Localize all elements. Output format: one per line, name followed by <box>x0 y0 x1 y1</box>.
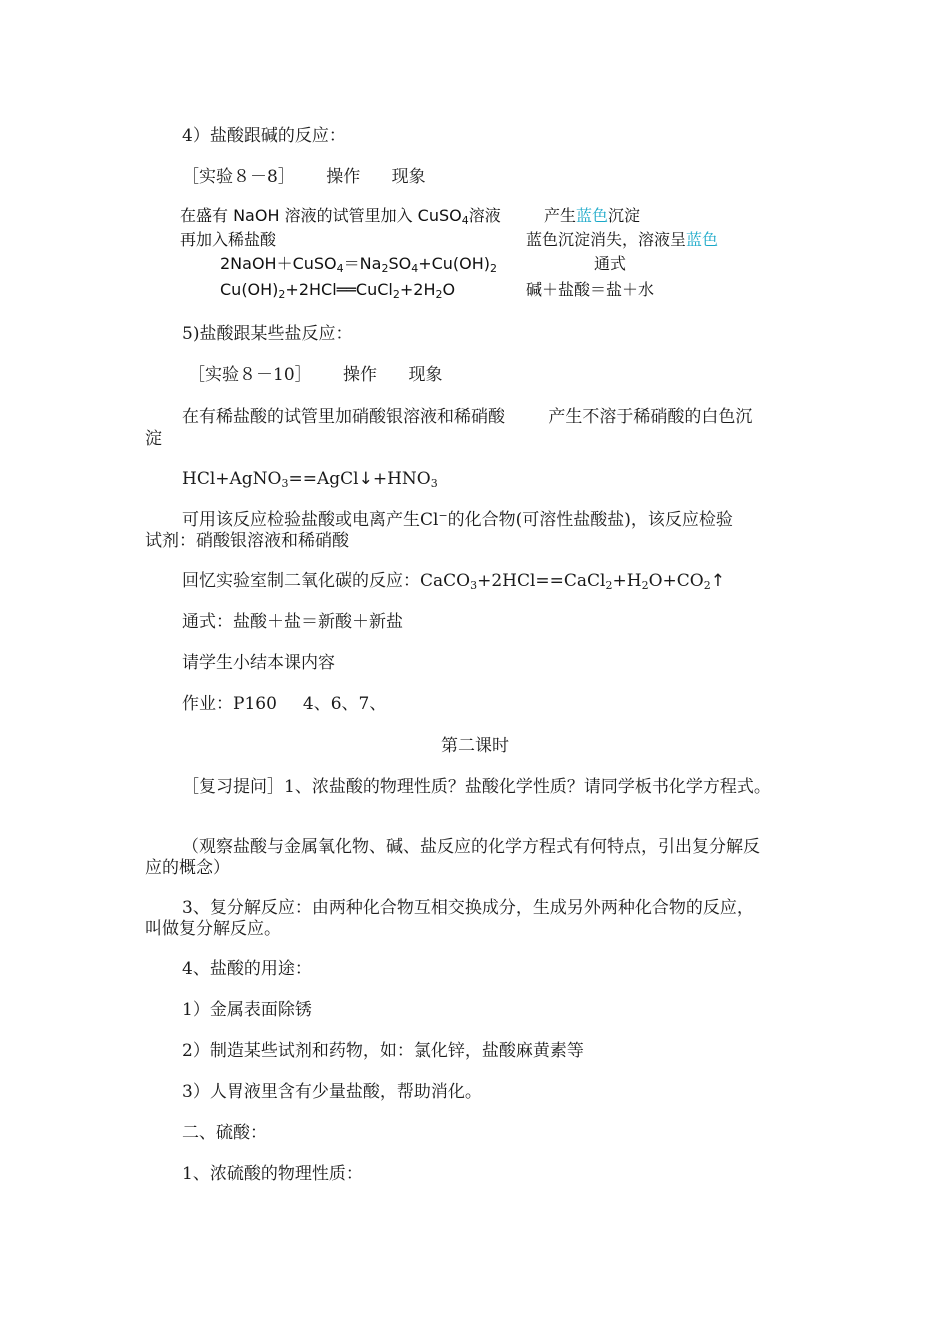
test-method-line-2: 试剂：硝酸银溶液和稀硝酸 <box>145 531 349 551</box>
section-salt-reaction: 5)盐酸跟某些盐反应： <box>182 324 353 344</box>
operation-label: 操作 <box>343 365 378 385</box>
figure-row-1-operation: 在盛有 NaOH 溶液的试管里加入 CuSO$_4$溶液 <box>180 206 501 227</box>
figure-general-label: 通式 <box>594 254 627 273</box>
sulfuric-acid-heading: 二、硫酸： <box>182 1123 267 1143</box>
homework-line: 作业：P160 4、6、7、 <box>182 694 387 714</box>
hcl-uses-heading: 4、盐酸的用途： <box>182 959 312 979</box>
figure-row-2-phenomenon: 蓝色沉淀消失，溶液呈蓝色 <box>526 230 719 249</box>
use-item-1: 1）金属表面除锈 <box>182 1000 312 1020</box>
experiment-label: ［实验８－10］ <box>188 365 312 385</box>
experiment-8-8-header <box>182 166 426 188</box>
equation-naoh-cuso4: $2NaOH+CuSO_4=Na_2SO_4+Cu(OH)_2$ <box>220 254 498 275</box>
double-decomposition-line-1: 3、复分解反应：由两种化合物互相交换成分，生成另外两种化合物的反应， <box>182 898 754 918</box>
equation-cuoh2-hcl: $Cu(OH)_2+2HCl══CuCl_2+2H_2O$ <box>220 280 456 301</box>
review-question: ［复习提问］1、浓盐酸的物理性质？盐酸化学性质？请同学板书化学方程式。 <box>182 777 771 797</box>
general-formula-salt: 通式：盐酸＋盐＝新酸＋新盐 <box>182 612 403 632</box>
figure-row-2-operation: 再加入稀盐酸 <box>180 230 277 249</box>
observation-line-1: （观察盐酸与金属氧化物、碱、盐反应的化学方程式有何特点，引出复分解反 <box>182 837 760 857</box>
section-alkali-reaction: 4）盐酸跟碱的反应： <box>182 126 346 146</box>
observation-line-2: 应的概念） <box>145 858 230 878</box>
operation-text: 在有稀盐酸的试管里加硝酸银溶液和稀硝酸 <box>182 407 505 427</box>
summary-instruction: 请学生小结本课内容 <box>182 653 335 673</box>
test-method-line-1: 可用该反应检验盐酸或电离产生Cl−的化合物(可溶性盐酸盐)，该反应检验 <box>182 509 733 530</box>
experiment-figure <box>180 204 740 304</box>
phenomenon-text: 产生不溶于稀硝酸的白色沉 <box>548 407 753 427</box>
experiment-8-10-header <box>188 364 442 386</box>
lesson-2-title: 第二课时 <box>441 736 509 756</box>
figure-row-1-phenomenon: 产生蓝色沉淀 <box>544 206 641 225</box>
phenomenon-text-wrap: 淀 <box>145 429 162 449</box>
operation-label: 操作 <box>326 167 361 187</box>
phenomenon-label: 现象 <box>408 365 443 385</box>
use-item-3: 3）人胃液里含有少量盐酸，帮助消化。 <box>182 1082 482 1102</box>
double-decomposition-line-2: 叫做复分解反应。 <box>145 919 281 939</box>
experiment-label: ［实验８－8］ <box>182 167 295 187</box>
phenomenon-label: 现象 <box>391 167 426 187</box>
figure-general-formula: 碱＋盐酸＝盐＋水 <box>526 280 655 299</box>
equation-hcl-agno3: $HCl+AgNO_3==AgCl↓+HNO_3$ <box>182 469 438 490</box>
use-item-2: 2）制造某些试剂和药物，如：氯化锌，盐酸麻黄素等 <box>182 1041 584 1061</box>
sulfuric-acid-physical-properties: 1、浓硫酸的物理性质： <box>182 1164 363 1184</box>
experiment-8-10-row <box>182 406 752 428</box>
co2-reaction-line: 回忆实验室制二氧化碳的反应：$CaCO_3+2HCl==CaCl_2+H_2O+CO_2↑$ <box>182 571 725 592</box>
